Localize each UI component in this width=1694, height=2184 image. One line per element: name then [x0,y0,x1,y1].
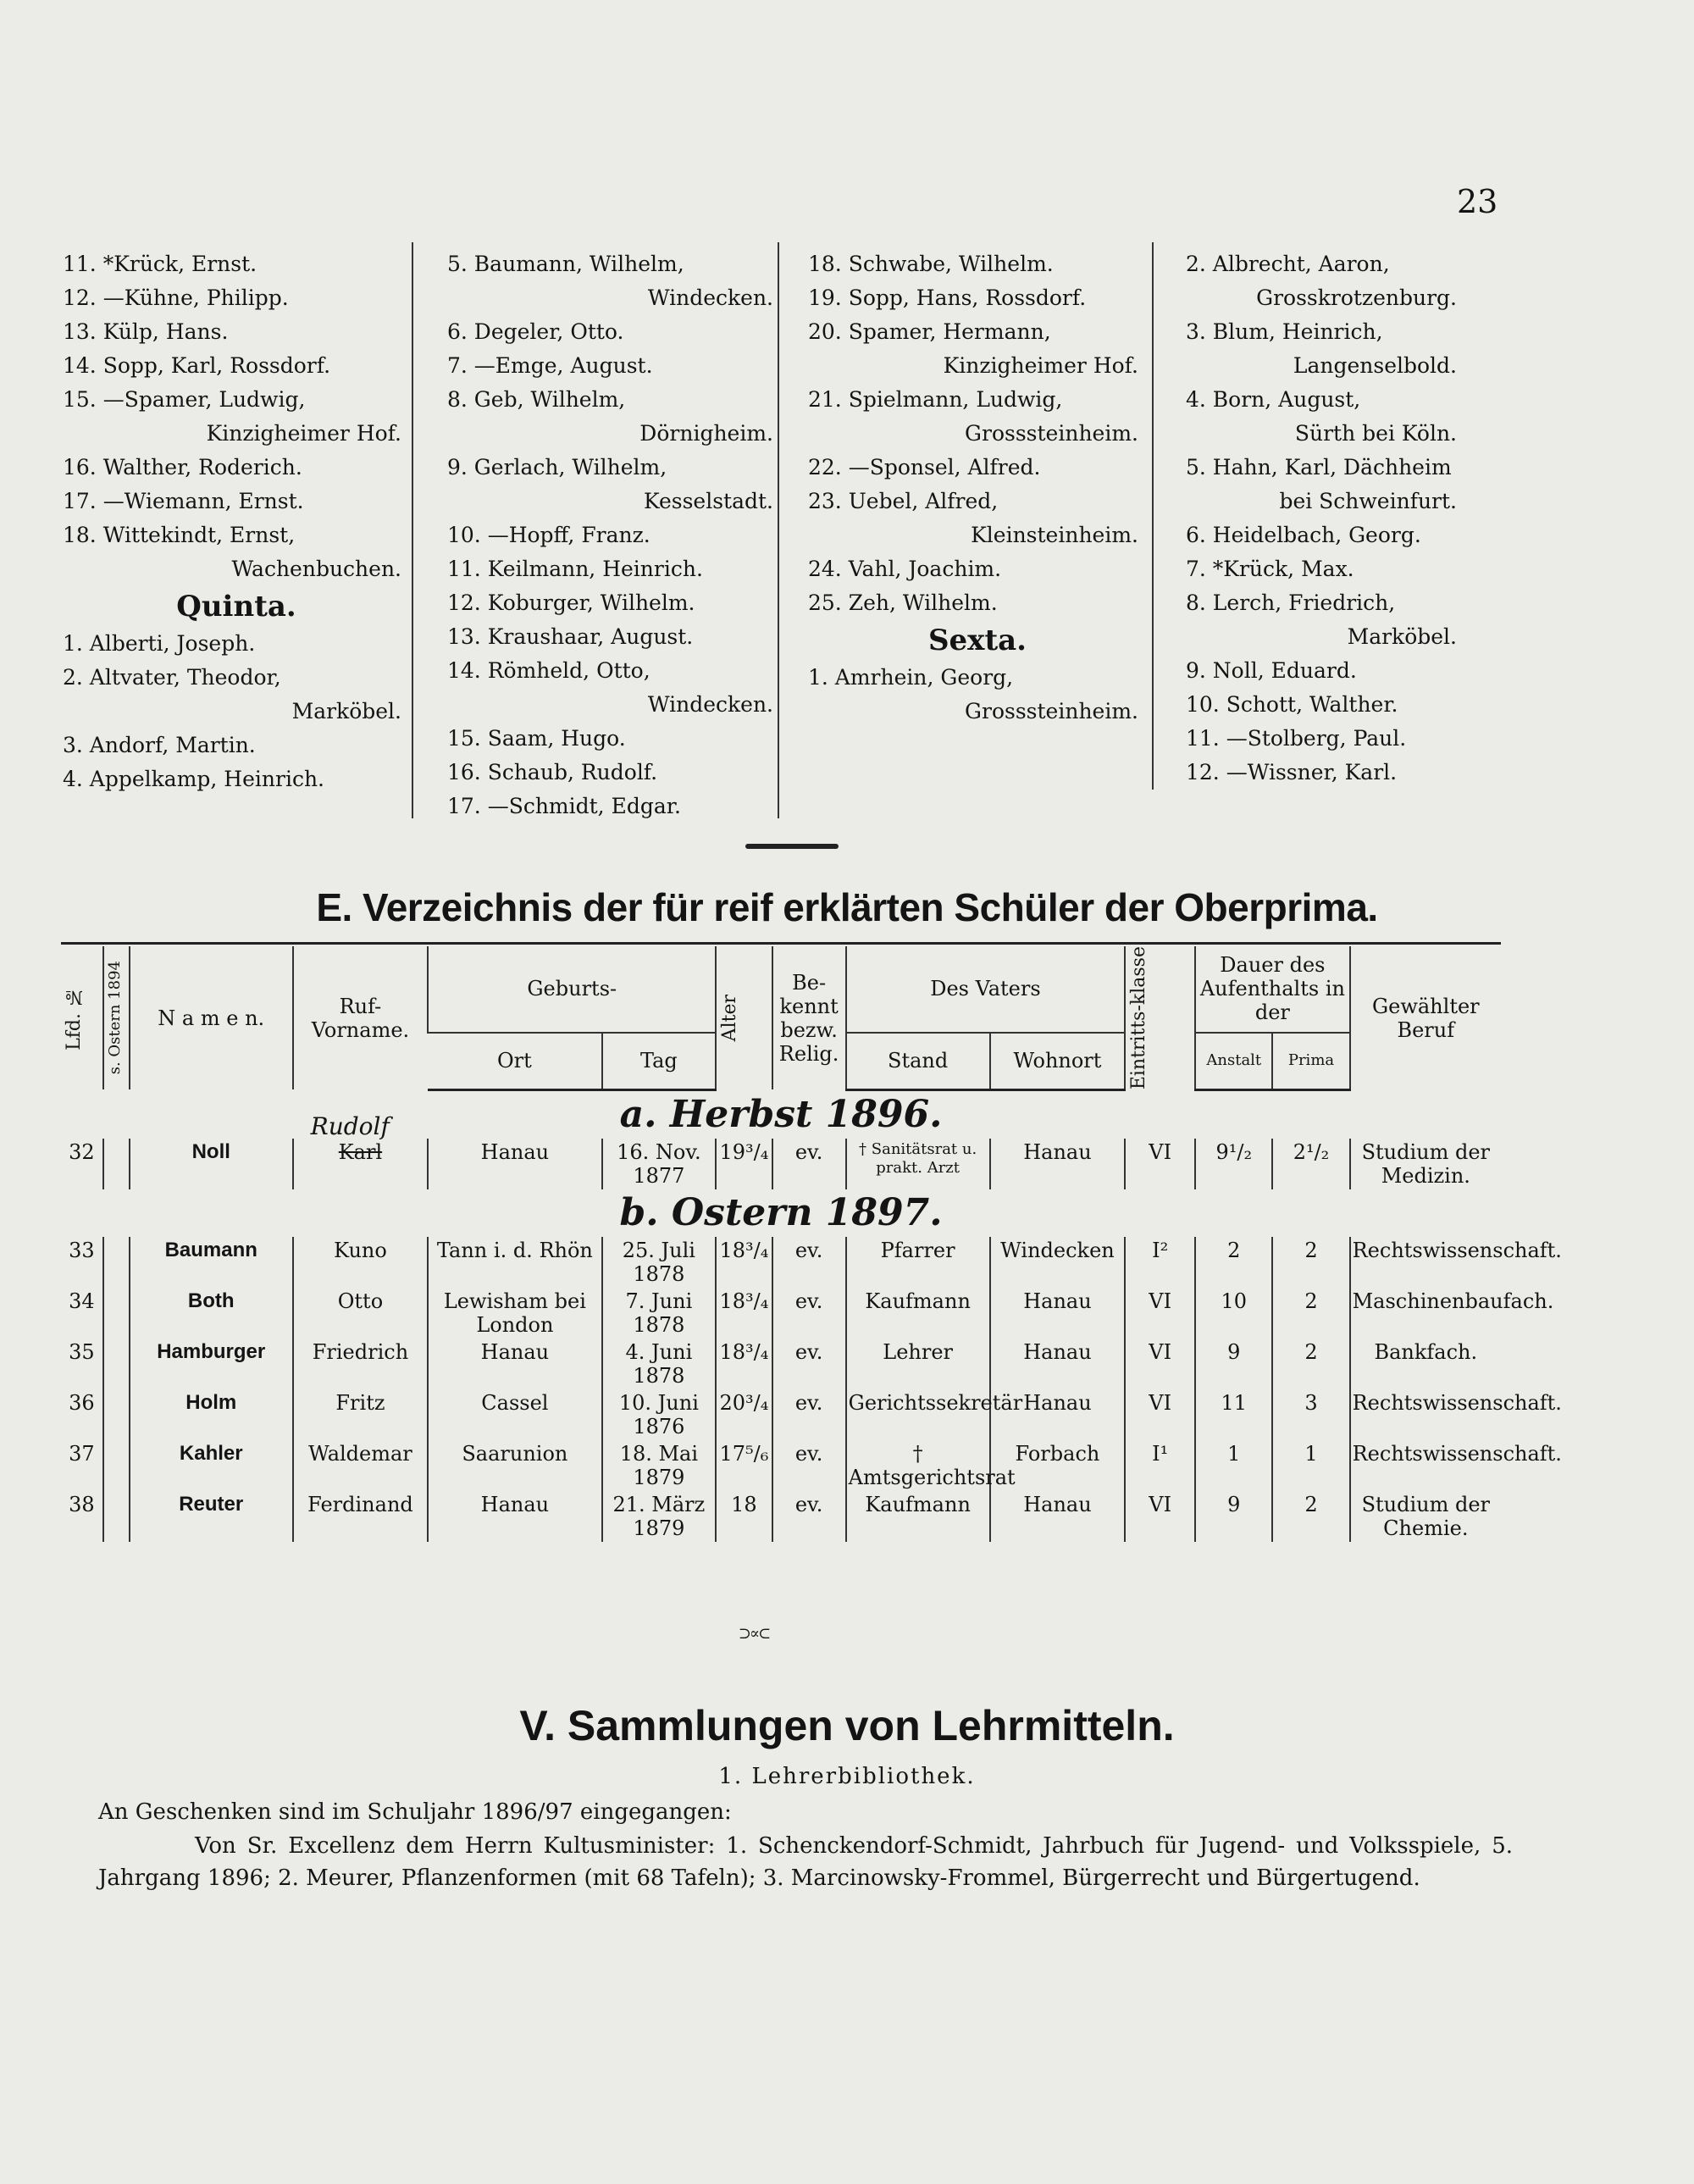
student-entry: 3. Blum, Heinrich, [1186,319,1383,344]
entry-class: VI [1125,1139,1195,1189]
entry-class: VI [1125,1339,1195,1389]
birth-place: Hanau [428,1491,601,1542]
class-heading: Sexta. [927,624,1027,657]
student-entry-continuation: Kleinsteinheim. [971,523,1138,547]
student-entry: 18. Schwabe, Wilhelm. [808,252,1054,276]
chosen-career: Bankfach. [1350,1339,1501,1389]
ostern-cell [103,1389,130,1440]
class-heading: Quinta. [176,590,296,624]
father-residence: Forbach [990,1440,1126,1491]
header-lfd-nr: Lfd. № [64,985,85,1050]
student-surname: Noll [130,1139,293,1189]
religion: ev. [772,1440,846,1491]
father-residence: Hanau [990,1288,1126,1339]
header-geburts: Geburts- [428,946,716,1033]
chosen-career: Rechtswissenschaft. [1350,1389,1501,1440]
birth-place: Saarunion [428,1440,601,1491]
student-list-column-4 [1186,247,1457,790]
age: 18 [716,1491,772,1542]
row-number: 37 [69,1441,95,1466]
father-occupation: Lehrer [846,1339,990,1389]
header-ort: Ort [428,1033,601,1090]
header-tag: Tag [602,1033,717,1090]
entry-class: VI [1125,1389,1195,1440]
student-entry: 6. Degeler, Otto. [447,319,624,344]
student-first-name: Fritz [293,1389,429,1440]
student-entry: 18. Wittekindt, Ernst, [63,523,296,547]
religion: ev. [772,1389,846,1440]
father-occupation: Gerichtssekretär [846,1389,990,1440]
student-entry-continuation: Kesselstadt. [643,489,773,513]
table-row [61,1389,1501,1440]
birth-date: 10. Juni 1876 [602,1389,717,1440]
student-entry: 6. Heidelbach, Georg. [1186,523,1421,547]
chosen-career: Maschinenbaufach. [1350,1288,1501,1339]
ostern-cell [103,1491,130,1542]
birth-place: Lewisham bei London [428,1288,601,1339]
header-bekenntnis: Be-kennt bezw. Relig. [772,946,846,1089]
chosen-career: Rechtswissenschaft. [1350,1440,1501,1491]
student-first-name: Ferdinand [293,1491,429,1542]
table-row [61,1288,1501,1339]
student-first-name: Waldemar [293,1440,429,1491]
row-number: 36 [69,1390,95,1415]
birth-date: 7. Juni 1878 [602,1288,717,1339]
birth-date: 16. Nov. 1877 [602,1139,717,1189]
column-rule [1152,242,1154,790]
student-entry-continuation: Grosskrotzenburg. [1256,285,1457,310]
age: 18³/₄ [716,1288,772,1339]
ornamental-rule [745,844,839,849]
birth-place: Cassel [428,1389,601,1440]
header-vaters: Des Vaters [846,946,1126,1033]
ostern-cell [103,1440,130,1491]
student-list-column-1 [63,247,410,796]
student-entry: 8. Lerch, Friedrich, [1186,590,1396,615]
row-number: 34 [69,1289,95,1313]
years-in-prima: 2¹/₂ [1272,1139,1349,1189]
student-entry: 8. Geb, Wilhelm, [447,387,626,412]
entry-class: I¹ [1125,1440,1195,1491]
ostern-cell [103,1139,130,1189]
student-entry: 12. —Kühne, Philipp. [63,285,289,310]
age: 18³/₄ [716,1237,772,1288]
graduates-table [61,946,1562,1542]
row-number: 38 [69,1492,95,1516]
years-in-prima: 2 [1272,1288,1349,1339]
student-entry: 14. Römheld, Otto, [447,658,650,683]
donations-intro: An Geschenken sind im Schuljahr 1896/97 eingegangen: [98,1799,732,1825]
years-in-prima: 2 [1272,1491,1349,1542]
header-namen: N a m e n. [130,946,293,1089]
student-entry-continuation: Dörnigheim. [639,421,773,446]
table-row [61,1139,1501,1189]
student-entry: 14. Sopp, Karl, Rossdorf. [63,353,331,378]
table-row [61,1237,1501,1288]
column-rule [778,242,779,818]
years-at-school: 9 [1195,1339,1272,1389]
student-entry-continuation: Grosssteinheim. [965,421,1138,446]
years-at-school: 10 [1195,1288,1272,1339]
birth-date: 21. März 1879 [602,1491,717,1542]
header-alter: Alter [716,946,772,1089]
student-entry-continuation: Marköbel. [1347,624,1457,649]
header-stand: Stand [846,1033,990,1090]
years-in-prima: 2 [1272,1237,1349,1288]
ostern-cell [103,1339,130,1389]
age: 20³/₄ [716,1389,772,1440]
years-at-school: 9 [1195,1491,1272,1542]
header-beruf: Gewählter Beruf [1350,946,1501,1089]
student-entry: 7. —Emge, August. [447,353,653,378]
student-entry: 9. Noll, Eduard. [1186,658,1357,683]
student-entry: 21. Spielmann, Ludwig, [808,387,1063,412]
birth-place: Tann i. d. Rhön [428,1237,601,1288]
header-ostern-1894: s. Ostern 1894 [103,946,130,1089]
student-surname: Baumann [130,1237,293,1288]
student-entry: 15. —Spamer, Ludwig, [63,387,306,412]
student-entry: 20. Spamer, Hermann, [808,319,1051,344]
years-in-prima: 3 [1272,1389,1349,1440]
student-entry: 10. —Hopff, Franz. [447,523,650,547]
student-entry: 4. Born, August, [1186,387,1361,412]
row-number: 33 [69,1238,95,1262]
group-heading: a. Herbst 1896. [619,1092,943,1136]
student-entry: 9. Gerlach, Wilhelm, [447,455,667,479]
student-entry: 13. Külp, Hans. [63,319,229,344]
chosen-career: Rechtswissenschaft. [1350,1237,1501,1288]
student-entry: 4. Appelkamp, Heinrich. [63,767,324,791]
student-entry-continuation: Sürth bei Köln. [1294,421,1457,446]
ostern-cell [103,1237,130,1288]
student-entry: 23. Uebel, Alfred, [808,489,999,513]
student-entry: 16. Walther, Roderich. [63,455,302,479]
chosen-career: Studium der Chemie. [1350,1491,1501,1542]
student-surname: Both [130,1288,293,1339]
table-row [61,1339,1501,1389]
column-rule [412,242,413,818]
religion: ev. [772,1288,846,1339]
father-occupation: Pfarrer [846,1237,990,1288]
birth-place: Hanau [428,1339,601,1389]
father-residence: Hanau [990,1139,1126,1189]
father-occupation: † Amtsgerichtsrat [846,1440,990,1491]
donations-text: Von Sr. Excellenz dem Herrn Kultusminister: 1. Schenckendorf-Schmidt, Jahrbuch für Jugend- und Volksspiele, 5. Jahrgang 1896; 2. Meurer, Pflanzenformen (mit 68 Tafeln); 3. Marcinowsky-Frommel, Bürgerrecht und Bürgertugend. [98,1833,1513,1891]
student-entry: 17. —Wiemann, Ernst. [63,489,304,513]
student-entry: 12. Koburger, Wilhelm. [447,590,695,615]
entry-class: VI [1125,1288,1195,1339]
student-list-column-2 [447,247,782,823]
header-dauer: Dauer des Aufenthalts in der [1195,946,1349,1033]
header-eintrittsklasse: Eintritts-klasse [1125,946,1195,1089]
father-residence: Hanau [990,1389,1126,1440]
student-surname: Reuter [130,1491,293,1542]
page-number: 23 [1457,183,1498,220]
student-entry: 11. Keilmann, Heinrich. [447,557,703,581]
religion: ev. [772,1339,846,1389]
student-first-name: Otto [293,1288,429,1339]
table-top-rule [61,942,1501,945]
student-entry: 13. Kraushaar, August. [447,624,694,649]
years-at-school: 2 [1195,1237,1272,1288]
header-prima: Prima [1272,1033,1349,1090]
student-entry: 10. Schott, Walther. [1186,692,1398,717]
entry-class: VI [1125,1491,1195,1542]
student-entry-continuation: Marköbel. [291,699,401,723]
entry-class: I² [1125,1237,1195,1288]
header-rufvorname: Ruf-Vorname. [293,946,429,1089]
student-entry: 1. Alberti, Joseph. [63,631,256,656]
struck-first-name: Karl [338,1139,383,1164]
student-entry: 2. Albrecht, Aaron, [1186,252,1390,276]
student-entry: 15. Saam, Hugo. [447,726,626,751]
table-row [61,1440,1501,1491]
student-entry: 5. Hahn, Karl, Dächheim [1186,455,1452,479]
years-in-prima: 2 [1272,1339,1349,1389]
student-surname: Hamburger [130,1339,293,1389]
student-surname: Holm [130,1389,293,1440]
student-entry: 3. Andorf, Martin. [63,733,256,757]
student-entry: 24. Vahl, Joachim. [808,557,1002,581]
years-at-school: 1 [1195,1440,1272,1491]
student-entry: 25. Zeh, Wilhelm. [808,590,998,615]
row-number: 35 [69,1339,95,1364]
religion: ev. [772,1139,846,1189]
father-residence: Hanau [990,1491,1126,1542]
row-number: 32 [69,1139,95,1164]
age: 19³/₄ [716,1139,772,1189]
student-entry: 16. Schaub, Rudolf. [447,760,658,784]
father-occupation: Kaufmann [846,1491,990,1542]
father-residence: Windecken [990,1237,1126,1288]
student-entry: 19. Sopp, Hans, Rossdorf. [808,285,1087,310]
religion: ev. [772,1237,846,1288]
student-first-name: Kuno [293,1237,429,1288]
student-entry-continuation: Kinzigheimer Hof. [943,353,1138,378]
student-entry: 22. —Sponsel, Alfred. [808,455,1041,479]
student-entry: 11. *Krück, Ernst. [63,252,257,276]
student-first-name: Friedrich [293,1339,429,1389]
student-entry-continuation: Windecken. [647,285,773,310]
birth-date: 4. Juni 1878 [602,1339,717,1389]
student-surname: Kahler [130,1440,293,1491]
handwritten-correction: Rudolf [310,1111,390,1140]
student-entry: 1. Amrhein, Georg, [808,665,1014,690]
header-anstalt: Anstalt [1195,1033,1272,1090]
student-list-column-3 [808,247,1147,729]
birth-date: 25. Juli 1878 [602,1237,717,1288]
student-entry: 17. —Schmidt, Edgar. [447,794,681,818]
student-entry-continuation: Grosssteinheim. [965,699,1138,723]
student-entry: 11. —Stolberg, Paul. [1186,726,1407,751]
student-entry: 2. Altvater, Theodor, [63,665,281,690]
table-row [61,1491,1501,1542]
years-in-prima: 1 [1272,1440,1349,1491]
subsection-lehrerbibliothek: 1. Lehrerbibliothek. [718,1764,976,1789]
student-entry-continuation: bei Schweinfurt. [1279,489,1457,513]
student-entry: 12. —Wissner, Karl. [1186,760,1398,784]
group-heading: b. Ostern 1897. [619,1190,943,1234]
age: 18³/₄ [716,1339,772,1389]
chosen-career: Studium der Medizin. [1350,1139,1501,1189]
religion: ev. [772,1491,846,1542]
section-v-title: V. Sammlungen von Lehrmitteln. [519,1702,1175,1749]
birth-place: Hanau [428,1139,601,1189]
student-entry-continuation: Kinzigheimer Hof. [206,421,401,446]
header-wohnort: Wohnort [990,1033,1126,1090]
student-entry: 7. *Krück, Max. [1186,557,1354,581]
father-occupation: Kaufmann [846,1288,990,1339]
father-residence: Hanau [990,1339,1126,1389]
years-at-school: 11 [1195,1389,1272,1440]
age: 17⁵/₆ [716,1440,772,1491]
student-first-name [293,1111,429,1189]
years-at-school: 9¹/₂ [1195,1139,1272,1189]
birth-date: 18. Mai 1879 [602,1440,717,1491]
ostern-cell [103,1288,130,1339]
student-entry-continuation: Langenselbold. [1293,353,1457,378]
student-entry: 5. Baumann, Wilhelm, [447,252,684,276]
father-occupation: † Sanitätsrat u. prakt. Arzt [846,1139,990,1189]
section-divider-ornament: ⊃∝⊂ [738,1625,770,1643]
section-e-title: E. Verzeichnis der für reif erklärten Schüler der Oberprima. [316,885,1378,929]
student-entry-continuation: Wachenbuchen. [231,557,401,581]
student-entry-continuation: Windecken. [647,692,773,717]
